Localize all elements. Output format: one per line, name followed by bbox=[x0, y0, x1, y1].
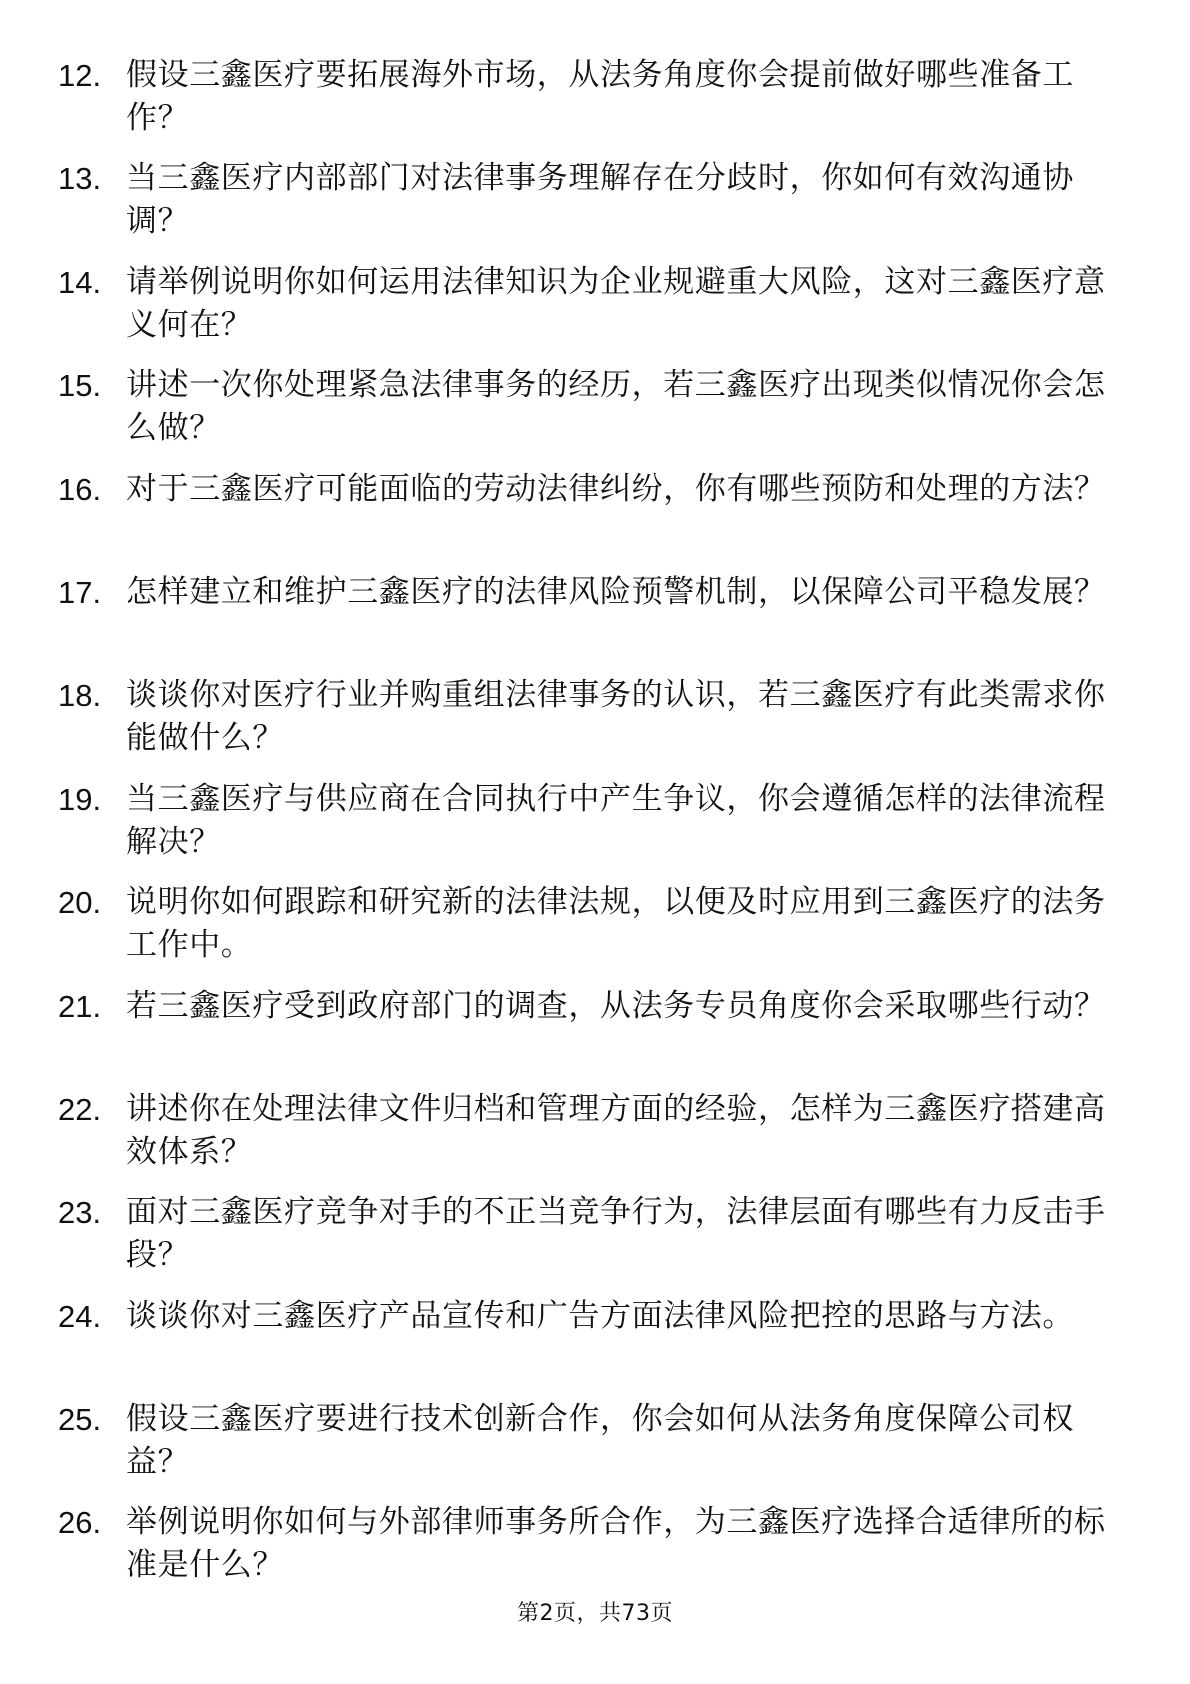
list-item bbox=[58, 1501, 1118, 1604]
list-item bbox=[58, 1088, 1118, 1191]
question-text: 若三鑫医疗受到政府部门的调查，从法务专员角度你会采取哪些行动？ bbox=[126, 987, 1106, 1024]
list-item bbox=[58, 261, 1118, 364]
question-text: 谈谈你对医疗行业并购重组法律事务的认识，若三鑫医疗有此类需求你能做什么？ bbox=[126, 677, 1106, 757]
question-text: 假设三鑫医疗要进行技术创新合作，你会如何从法务角度保障公司权益？ bbox=[126, 1401, 1074, 1481]
question-text: 怎样建立和维护三鑫医疗的法律风险预警机制，以保障公司平稳发展？ bbox=[126, 573, 1106, 610]
list-item bbox=[58, 985, 1118, 1088]
list-item bbox=[58, 364, 1118, 467]
list-item bbox=[58, 54, 1118, 157]
list-item bbox=[58, 1398, 1118, 1501]
question-number: 22. bbox=[58, 1091, 102, 1127]
list-item bbox=[58, 778, 1118, 881]
question-number: 18. bbox=[58, 678, 102, 714]
question-number: 21. bbox=[58, 988, 102, 1024]
question-text: 当三鑫医疗内部部门对法律事务理解存在分歧时，你如何有效沟通协调？ bbox=[126, 160, 1074, 240]
question-number: 26. bbox=[58, 1505, 102, 1541]
question-text: 面对三鑫医疗竞争对手的不正当竞争行为，法律层面有哪些有力反击手段？ bbox=[126, 1194, 1106, 1274]
list-item bbox=[58, 157, 1118, 260]
question-text: 请举例说明你如何运用法律知识为企业规避重大风险，这对三鑫医疗意义何在？ bbox=[126, 263, 1106, 343]
list-item bbox=[58, 674, 1118, 777]
question-number: 19. bbox=[58, 781, 102, 817]
question-number: 14. bbox=[58, 264, 102, 300]
list-item bbox=[58, 468, 1118, 571]
question-number: 13. bbox=[58, 161, 102, 197]
question-text: 举例说明你如何与外部律师事务所合作，为三鑫医疗选择合适律所的标准是什么？ bbox=[126, 1504, 1106, 1584]
list-item bbox=[58, 1191, 1118, 1294]
question-list bbox=[58, 54, 1118, 1605]
question-number: 16. bbox=[58, 471, 102, 507]
page-number-footer: 第2页，共73页 bbox=[517, 1601, 673, 1626]
list-item bbox=[58, 1295, 1118, 1398]
question-text: 假设三鑫医疗要拓展海外市场，从法务角度你会提前做好哪些准备工作？ bbox=[126, 57, 1074, 136]
question-text: 对于三鑫医疗可能面临的劳动法律纠纷，你有哪些预防和处理的方法？ bbox=[126, 470, 1106, 507]
question-text: 当三鑫医疗与供应商在合同执行中产生争议，你会遵循怎样的法律流程解决？ bbox=[126, 780, 1106, 860]
list-item bbox=[58, 881, 1118, 984]
question-number: 15. bbox=[58, 368, 102, 404]
question-number: 17. bbox=[58, 574, 102, 610]
question-text: 说明你如何跟踪和研究新的法律法规，以便及时应用到三鑫医疗的法务工作中。 bbox=[126, 884, 1106, 964]
question-number: 12. bbox=[58, 58, 102, 93]
question-number: 25. bbox=[58, 1402, 102, 1438]
list-item bbox=[58, 571, 1118, 674]
question-number: 20. bbox=[58, 885, 102, 921]
question-text: 谈谈你对三鑫医疗产品宣传和广告方面法律风险把控的思路与方法。 bbox=[126, 1297, 1074, 1334]
question-text: 讲述一次你处理紧急法律事务的经历，若三鑫医疗出现类似情况你会怎么做？ bbox=[126, 367, 1106, 447]
question-number: 24. bbox=[58, 1298, 102, 1334]
question-number: 23. bbox=[58, 1195, 102, 1231]
question-text: 讲述你在处理法律文件归档和管理方面的经验，怎样为三鑫医疗搭建高效体系？ bbox=[126, 1090, 1106, 1170]
